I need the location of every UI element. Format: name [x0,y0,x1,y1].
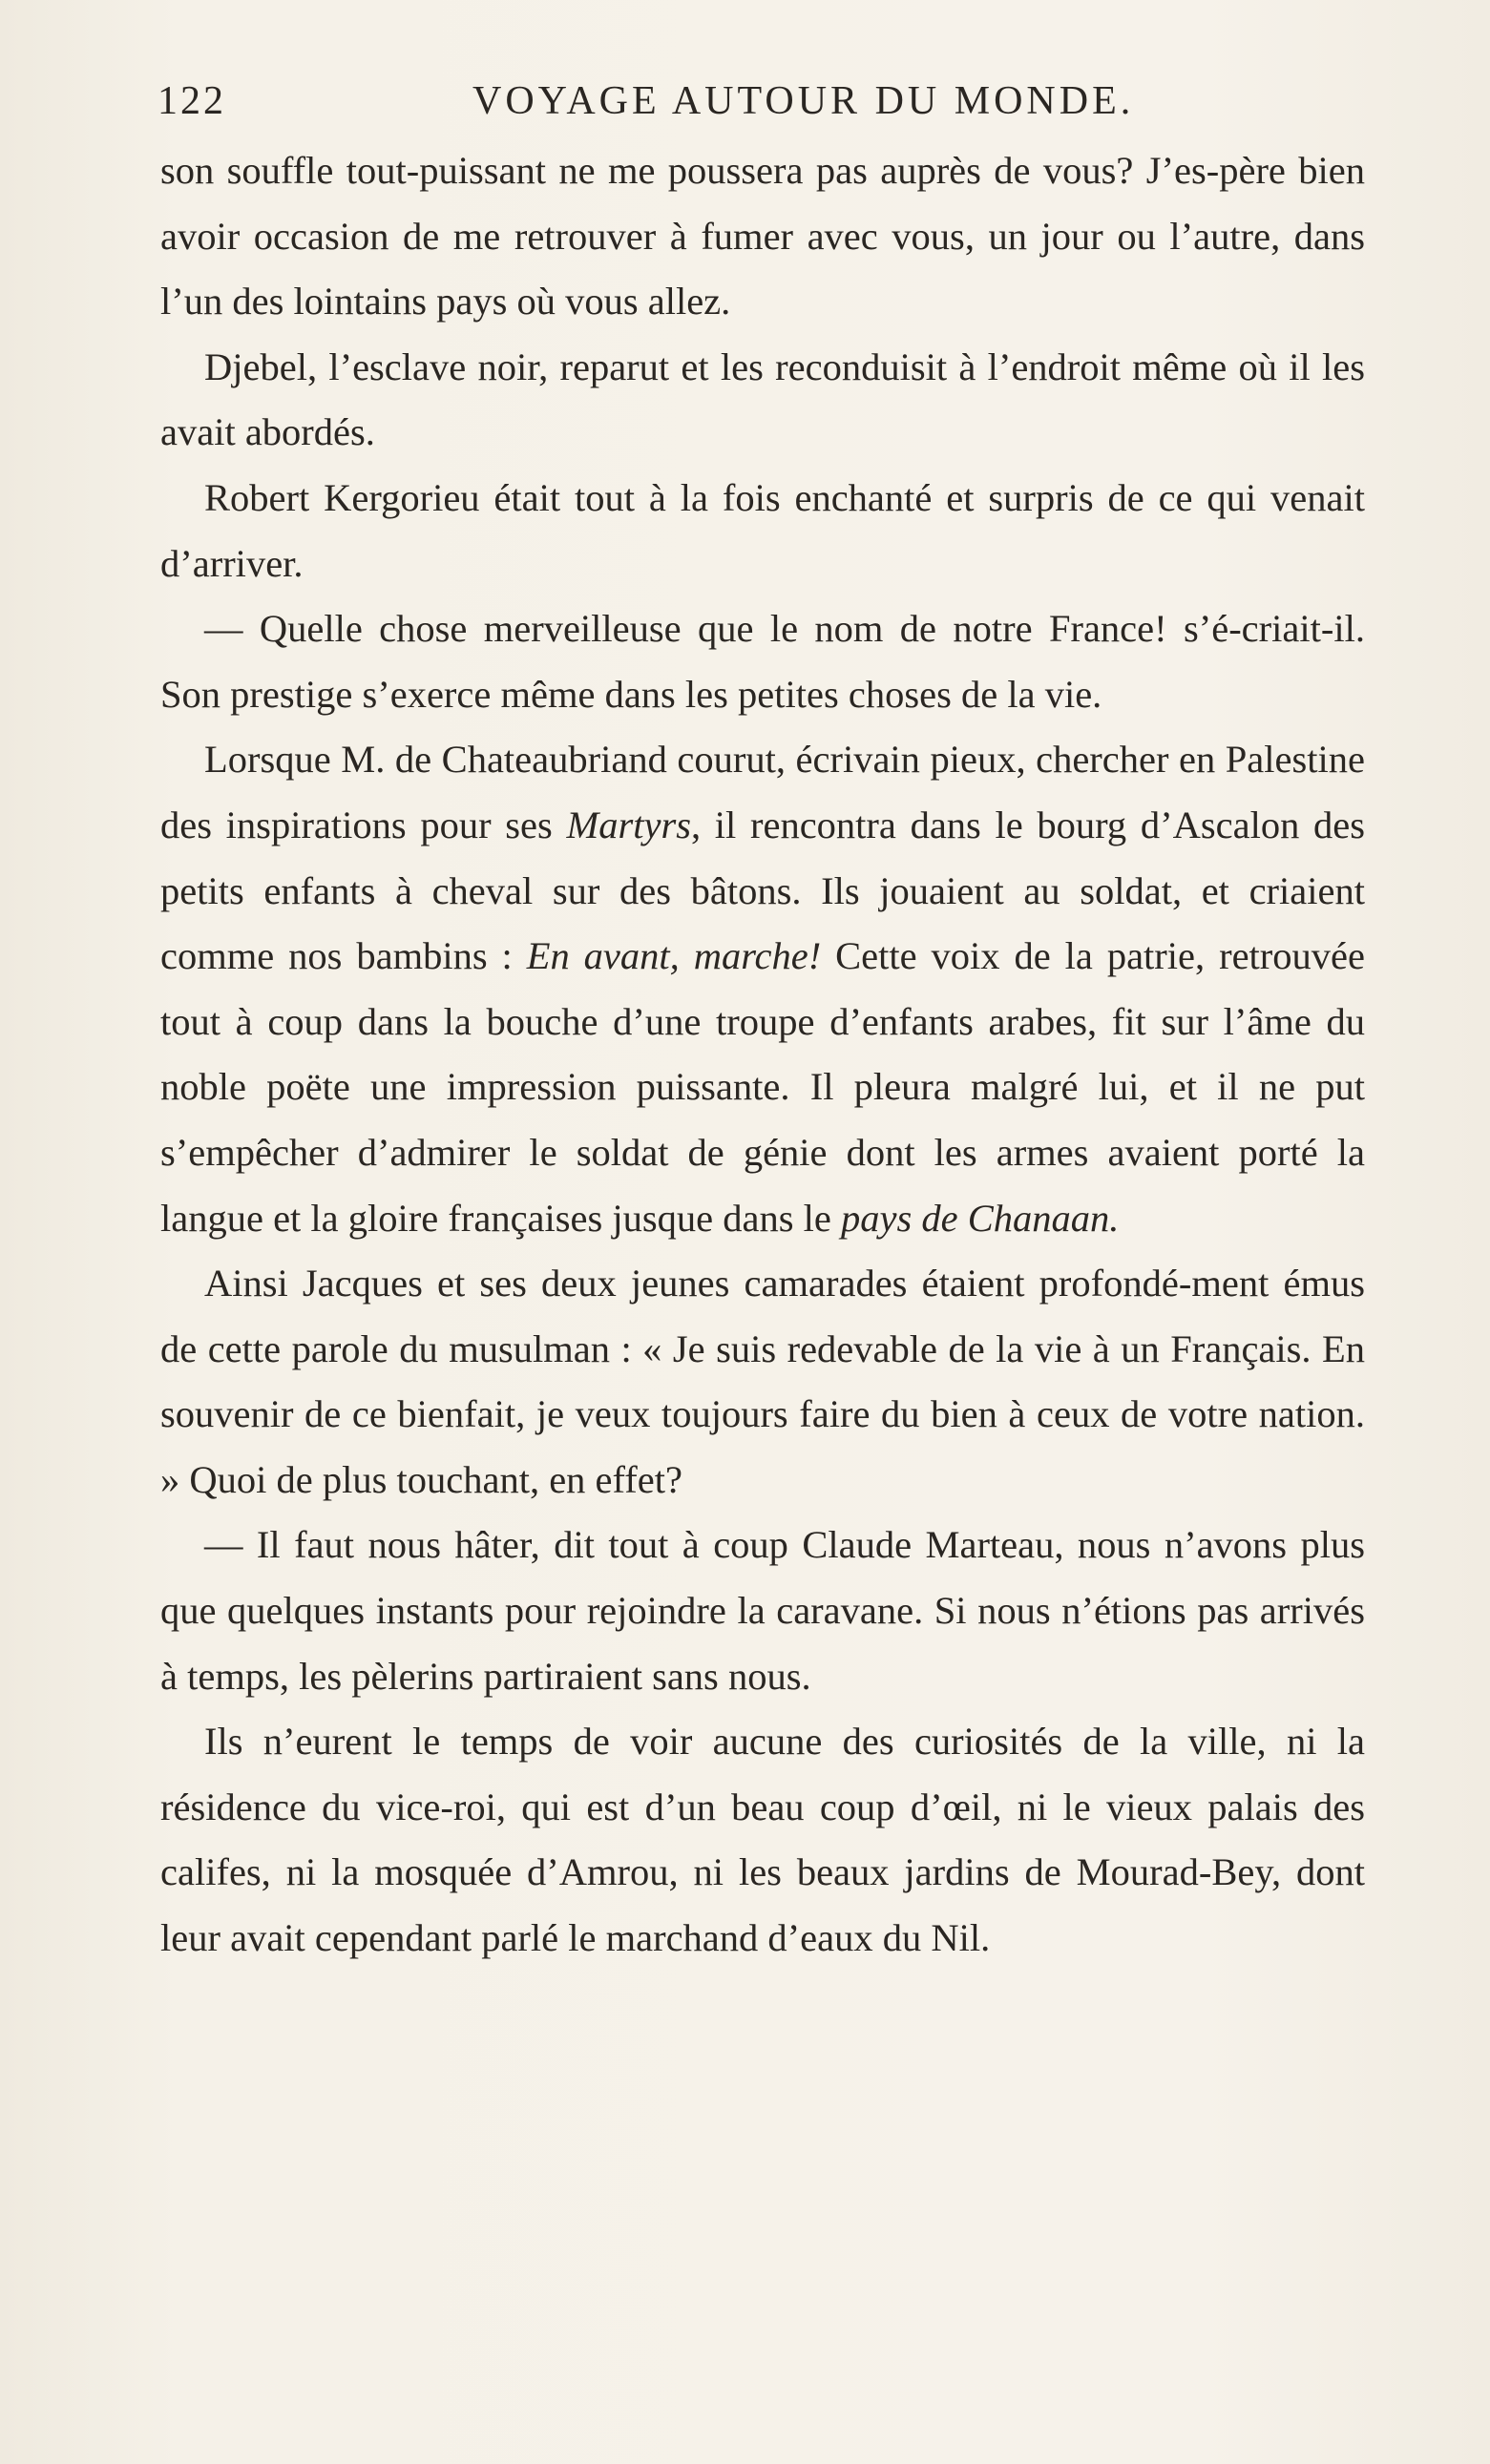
running-title: VOYAGE AUTOUR DU MONDE. [472,79,1135,123]
italic-en-avant: En avant, marche! [526,934,822,978]
paragraph-7: — Il faut nous hâter, dit tout à coup Claude Marteau, nous n’avons plus que quelques instants pour rejoindre la caravane. Si nous n’étions pas arrivés à temps, les pèlerins partiraient sans nous. [160,1523,1365,1698]
italic-martyrs: Martyrs [566,803,691,846]
paragraph-5-text-a: Lorsque M. de Chateaubriand courut, écrivain pieux, chercher en Palestine des inspirations pour ses [160,738,1365,846]
paragraph-2: Djebel, l’esclave noir, reparut et les reconduisit à l’endroit même où il les avait abordés. [160,345,1365,454]
italic-pays-de-chanaan: pays de Chanaan. [840,1196,1120,1240]
paragraph-5-text-b: , il rencontra dans le bourg d’Ascalon des petits enfants à cheval sur des bâtons. Ils jouaient au soldat, et criaient comme nos bambins : [160,803,1365,978]
paragraph-4: — Quelle chose merveilleuse que le nom de notre France! s’é-criait-il. Son prestige s’exerce même dans les petites choses de la vie. [160,607,1365,716]
page-number: 122 [157,79,226,123]
paragraph-6: Ainsi Jacques et ses deux jeunes camarades étaient profondé-ment émus de cette parole du musulman : « Je suis redevable de la vie à un Français. En souvenir de ce bienfait, je veux toujours faire du bien à ceux de votre nation. » Quoi de plus touchant, en effet? [160,1262,1365,1501]
running-head [157,69,1389,136]
body-text [160,138,1365,1972]
paragraph-8: Ils n’eurent le temps de voir aucune des curiosités de la ville, ni la résidence du vice-roi, qui est d’un beau coup d’œil, ni le vieux palais des califes, ni la mosquée d’Amrou, ni les beaux jardins de Mourad-Bey, dont leur avait cependant parlé le marchand d’eaux du Nil. [160,1720,1365,1960]
paragraph-5-text-c: Cette voix de la patrie, retrouvée tout à coup dans la bouche d’une troupe d’enfants arabes, fit sur l’âme du noble poëte une impression puissante. Il pleura malgré lui, et il ne put s’empêcher d’admirer le soldat de génie dont les armes avaient porté la langue et la gloire françaises jusque dans le [160,934,1365,1240]
paragraph-1: son souffle tout-puissant ne me poussera pas auprès de vous? J’es-père bien avoir occasion de me retrouver à fumer avec vous, un jour ou l’autre, dans l’un des lointains pays où vous allez. [160,149,1365,324]
paragraph-5 [160,727,1365,1251]
paragraph-3: Robert Kergorieu était tout à la fois enchanté et surpris de ce qui venait d’arriver. [160,475,1365,585]
